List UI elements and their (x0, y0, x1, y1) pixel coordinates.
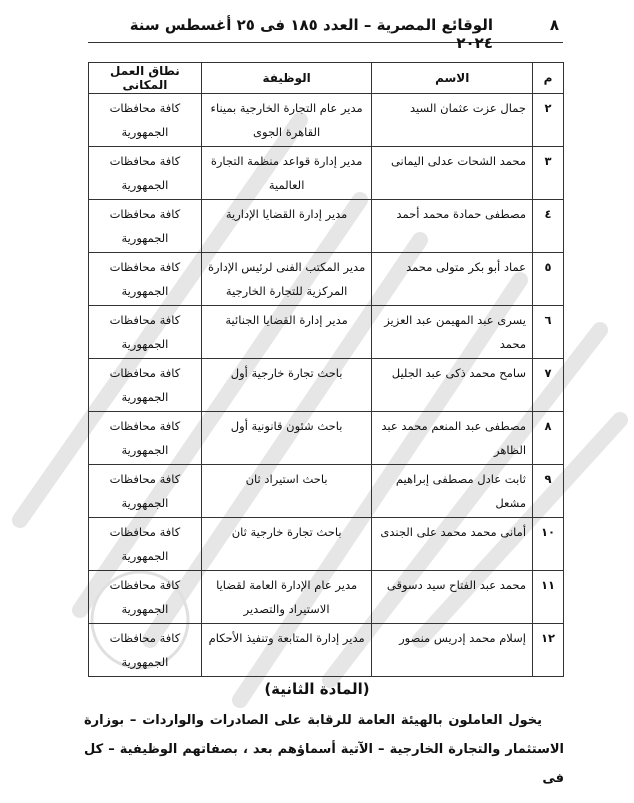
cell-num: ٨ (533, 412, 564, 465)
cell-scope: كافة محافظات الجمهورية (89, 94, 202, 147)
cell-scope: كافة محافظات الجمهورية (89, 571, 202, 624)
table-row (89, 359, 564, 412)
cell-name: محمد عبد الفتاح سيد دسوقى (372, 571, 533, 624)
cell-scope: كافة محافظات الجمهورية (89, 624, 202, 677)
cell-job: مدير إدارة القضايا الجنائية (201, 306, 372, 359)
cell-name: أمانى محمد محمد على الجندى (372, 518, 533, 571)
cell-scope: كافة محافظات الجمهورية (89, 200, 202, 253)
employees-table (88, 62, 564, 677)
table-row (89, 147, 564, 200)
cell-job: باحث شئون قانونية أول (201, 412, 372, 465)
cell-job: باحث استيراد ثان (201, 465, 372, 518)
cell-name: يسرى عبد المهيمن عبد العزيز محمد (372, 306, 533, 359)
table-row (89, 412, 564, 465)
article-title: (المادة الثانية) (264, 680, 370, 698)
cell-num: ٥ (533, 253, 564, 306)
cell-job: مدير عام التجارة الخارجية بميناء القاهرة الجوى (201, 94, 372, 147)
table-row (89, 94, 564, 147)
table-row (89, 624, 564, 677)
table-row (89, 518, 564, 571)
cell-name: مصطفى حمادة محمد أحمد (372, 200, 533, 253)
cell-num: ٢ (533, 94, 564, 147)
cell-scope: كافة محافظات الجمهورية (89, 412, 202, 465)
cell-name: محمد الشحات عدلى اليمانى (372, 147, 533, 200)
cell-scope: كافة محافظات الجمهورية (89, 253, 202, 306)
page-header-title: الوقائع المصرية – العدد ١٨٥ فى ٢٥ أغسطس سنة ٢٠٢٤ (129, 16, 493, 52)
table-row (89, 200, 564, 253)
table-row (89, 465, 564, 518)
cell-scope: كافة محافظات الجمهورية (89, 147, 202, 200)
cell-num: ٩ (533, 465, 564, 518)
column-header-num: م (533, 63, 564, 94)
table-header-row (89, 63, 564, 94)
cell-job: مدير عام الإدارة العامة لقضايا الاستيراد والتصدير (201, 571, 372, 624)
cell-job: باحث تجارة خارجية أول (201, 359, 372, 412)
cell-job: مدير إدارة القضايا الإدارية (201, 200, 372, 253)
cell-num: ١٠ (533, 518, 564, 571)
cell-name: سامح محمد ذكى عبد الجليل (372, 359, 533, 412)
cell-name: ثابت عادل مصطفى إبراهيم مشعل (372, 465, 533, 518)
column-header-job: الوظيفة (201, 63, 372, 94)
page-number: ٨ (549, 16, 559, 34)
cell-num: ٤ (533, 200, 564, 253)
cell-num: ٣ (533, 147, 564, 200)
column-header-scope: نطاق العمل المكانى (89, 63, 202, 94)
cell-num: ٧ (533, 359, 564, 412)
cell-name: جمال عزت عثمان السيد (372, 94, 533, 147)
article-line: الاستثمار والتجارة الخارجية – الآتية أسماؤهم بعد ، بصفاتهم الوظيفية – كل فى (84, 742, 564, 786)
cell-job: مدير إدارة المتابعة وتنفيذ الأحكام (201, 624, 372, 677)
cell-scope: كافة محافظات الجمهورية (89, 465, 202, 518)
article-line: يخول العاملون بالهيئة العامة للرقابة على الصادرات والواردات – بوزارة (84, 713, 542, 728)
cell-name: إسلام محمد إدريس منصور (372, 624, 533, 677)
cell-scope: كافة محافظات الجمهورية (89, 306, 202, 359)
cell-scope: كافة محافظات الجمهورية (89, 518, 202, 571)
cell-job: باحث تجارة خارجية ثان (201, 518, 372, 571)
article-body (84, 706, 564, 793)
cell-num: ٦ (533, 306, 564, 359)
cell-job: مدير إدارة قواعد منظمة التجارة العالمية (201, 147, 372, 200)
cell-num: ١١ (533, 571, 564, 624)
cell-num: ١٢ (533, 624, 564, 677)
page-header (88, 10, 563, 52)
table-row (89, 571, 564, 624)
table-row (89, 306, 564, 359)
table-row (89, 253, 564, 306)
cell-name: مصطفى عبد المنعم محمد عبد الظاهر (372, 412, 533, 465)
cell-job: مدير المكتب الفنى لرئيس الإدارة المركزية للتجارة الخارجية (201, 253, 372, 306)
cell-name: عماد أبو بكر متولى محمد (372, 253, 533, 306)
cell-scope: كافة محافظات الجمهورية (89, 359, 202, 412)
column-header-name: الاسم (372, 63, 533, 94)
